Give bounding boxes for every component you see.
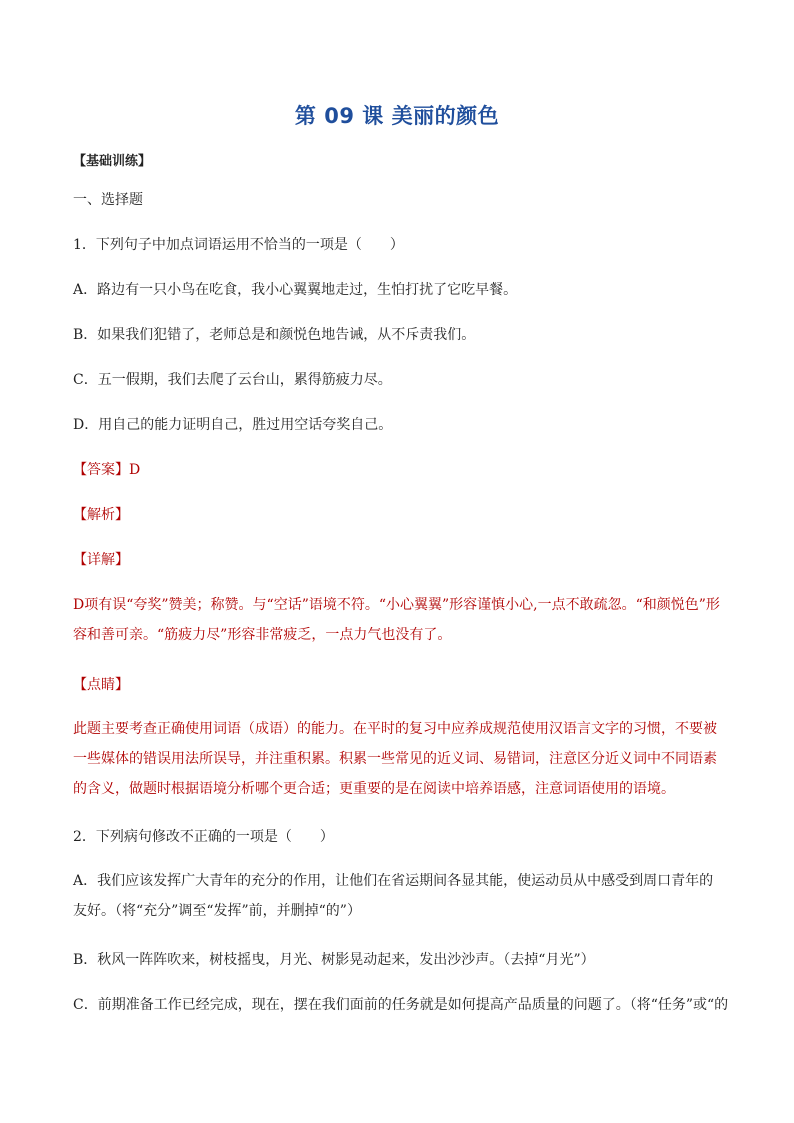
question-2-option-b: B．秋风一阵阵吹来，树枝摇曳，月光、树影晃动起来，发出沙沙声。（去掉“月光”） (73, 952, 595, 968)
question-1-stem: 1．下列句子中加点词语运用不恰当的一项是（ ） (73, 237, 404, 253)
analysis-label: 【解析】 (73, 507, 129, 523)
question-2-stem: 2．下列病句修改不正确的一项是（ ） (73, 829, 334, 845)
answer-value: D (129, 462, 141, 478)
answer-row (73, 460, 140, 480)
detail-text: D项有误“夸奖”赞美；称赞。与“空话”语境不符。“小心翼翼”形容谨慎小心,一点不敢疏忽。“和颜悦色”形容和善可亲。“筋疲力尽”形容非常疲乏，一点力气也没有了。 (73, 597, 720, 643)
answer-label: 【答案】 (73, 462, 129, 478)
tip-label: 【点睛】 (73, 677, 129, 693)
tip-text: 此题主要考查正确使用词语（成语）的能力。在平时的复习中应养成规范使用汉语言文字的习惯，不要被一些媒体的错误用法所误导，并注重积累。积累一些常见的近义词、易错词，注意区分近义词中不同语素的含义，做题时根据语境分析哪个更合适；更重要的是在阅读中培养语感，注意词语使用的语境。 (73, 721, 717, 797)
question-1-option-c: C．五一假期，我们去爬了云台山，累得筋疲力尽。 (73, 372, 392, 388)
part-label: 一、选择题 (73, 192, 143, 208)
page-title: 第 09 课 美丽的颜色 (294, 104, 500, 128)
section-heading: 【基础训练】 (73, 154, 152, 169)
question-1-option-b: B．如果我们犯错了，老师总是和颜悦色地告诫，从不斥责我们。 (73, 327, 476, 343)
question-1-option-d: D．用自己的能力证明自己，胜过用空话夸奖自己。 (73, 417, 393, 433)
question-2-option-c: C．前期准备工作已经完成，现在，摆在我们面前的任务就是如何提高产品质量的问题了。（将“任务”或“的 (73, 997, 729, 1013)
question-1-option-a: A．路边有一只小鸟在吃食，我小心翼翼地走过，生怕打扰了它吃早餐。 (73, 282, 518, 298)
question-2-option-a: A．我们应该发挥广大青年的充分的作用，让他们在省运期间各显其能，使运动员从中感受到周口青年的友好。（将“充分”调至“发挥”前，并删掉“的”） (73, 873, 714, 919)
detail-label: 【详解】 (73, 552, 129, 568)
